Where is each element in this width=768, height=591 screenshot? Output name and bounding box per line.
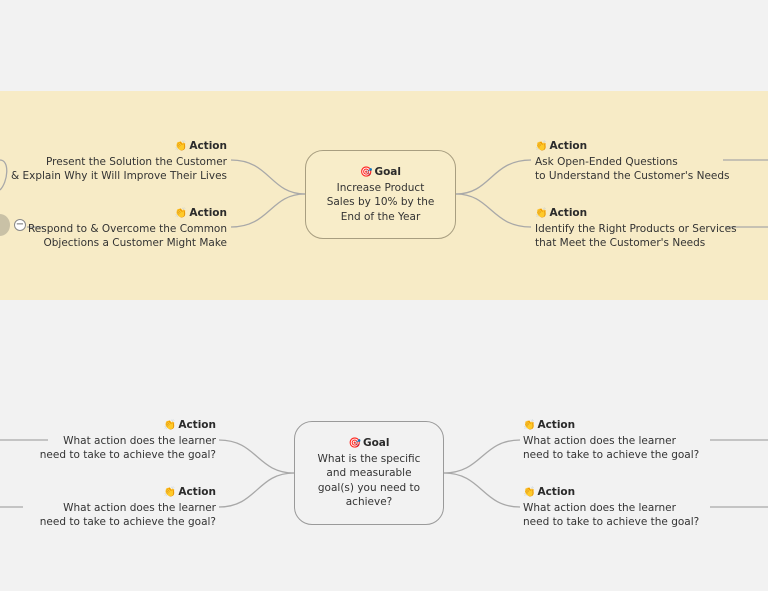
connector — [231, 194, 305, 227]
action-text: Ask Open-Ended Questions — [535, 155, 678, 168]
goal-text: Sales by 10% by the — [326, 196, 435, 208]
action-heading: Action — [178, 486, 216, 498]
connector — [0, 160, 7, 190]
action-node-top-right-2[interactable] — [535, 206, 737, 251]
goal-heading: Goal — [362, 437, 390, 450]
collapse-toggle[interactable]: − — [15, 219, 25, 230]
clapping-hands-icon: 👏 — [174, 141, 188, 152]
action-heading: Action — [549, 207, 588, 219]
action-heading: Action — [549, 140, 588, 152]
action-heading: Action — [537, 419, 576, 431]
action-node-bottom-left-1[interactable] — [40, 418, 216, 463]
action-text: What action does the learner — [63, 434, 216, 447]
target-icon: 🎯 — [360, 167, 373, 178]
action-heading: Action — [189, 207, 227, 219]
action-node-top-left-2[interactable] — [28, 206, 227, 251]
goal-text: and measurable — [326, 467, 412, 480]
clapping-hands-icon: 👏 — [523, 487, 536, 498]
action-text: & Explain Why it Will Improve Their Lives — [10, 170, 227, 182]
clapping-hands-icon: 👏 — [535, 141, 548, 152]
action-text: Objections a Customer Might Make — [43, 237, 227, 249]
connector — [219, 440, 294, 473]
action-text: need to take to achieve the goal? — [39, 449, 216, 461]
action-text: to Understand the Customer's Needs — [535, 170, 730, 182]
connector — [444, 473, 520, 507]
connector — [219, 473, 294, 507]
clapping-hands-icon: 👏 — [163, 420, 177, 431]
goal-text: achieve? — [345, 496, 393, 509]
clapping-hands-icon: 👏 — [174, 208, 188, 219]
action-text: What action does the learner — [523, 434, 676, 447]
action-node-top-right-1[interactable] — [535, 139, 730, 184]
connector — [456, 160, 531, 194]
action-heading: Action — [189, 140, 227, 152]
goal-heading: Goal — [374, 166, 401, 178]
action-text: need to take to achieve the goal? — [39, 516, 216, 528]
action-text: that Meet the Customer's Needs — [535, 237, 706, 249]
action-heading: Action — [178, 419, 216, 431]
action-node-bottom-right-2[interactable] — [523, 485, 699, 530]
clapping-hands-icon: 👏 — [163, 487, 177, 498]
clapping-hands-icon: 👏 — [535, 208, 548, 219]
action-heading: Action — [537, 486, 576, 498]
goal-text: What is the specific — [317, 452, 421, 465]
action-text: What action does the learner — [63, 501, 216, 514]
action-text: Respond to & Overcome the Common — [27, 222, 227, 235]
action-node-bottom-left-2[interactable] — [40, 485, 216, 530]
action-node-top-left-1[interactable] — [11, 139, 227, 184]
goal-text: End of the Year — [340, 210, 421, 223]
goal-node-top[interactable] — [305, 150, 456, 239]
action-text: Identify the Right Products or Services — [535, 222, 737, 235]
goal-text: Increase Product — [336, 181, 425, 194]
goal-text: goal(s) you need to — [317, 481, 421, 494]
action-text: need to take to achieve the goal? — [523, 516, 700, 528]
action-text: What action does the learner — [523, 501, 676, 514]
target-icon: 🎯 — [348, 438, 361, 450]
goal-node-bottom[interactable] — [294, 421, 444, 525]
connector — [456, 194, 531, 227]
action-text: need to take to achieve the goal? — [523, 449, 700, 461]
action-text: Present the Solution the Customer — [46, 155, 227, 168]
clapping-hands-icon: 👏 — [523, 420, 536, 431]
connector — [444, 440, 520, 473]
connector — [231, 160, 305, 194]
action-node-bottom-right-1[interactable] — [523, 418, 699, 463]
